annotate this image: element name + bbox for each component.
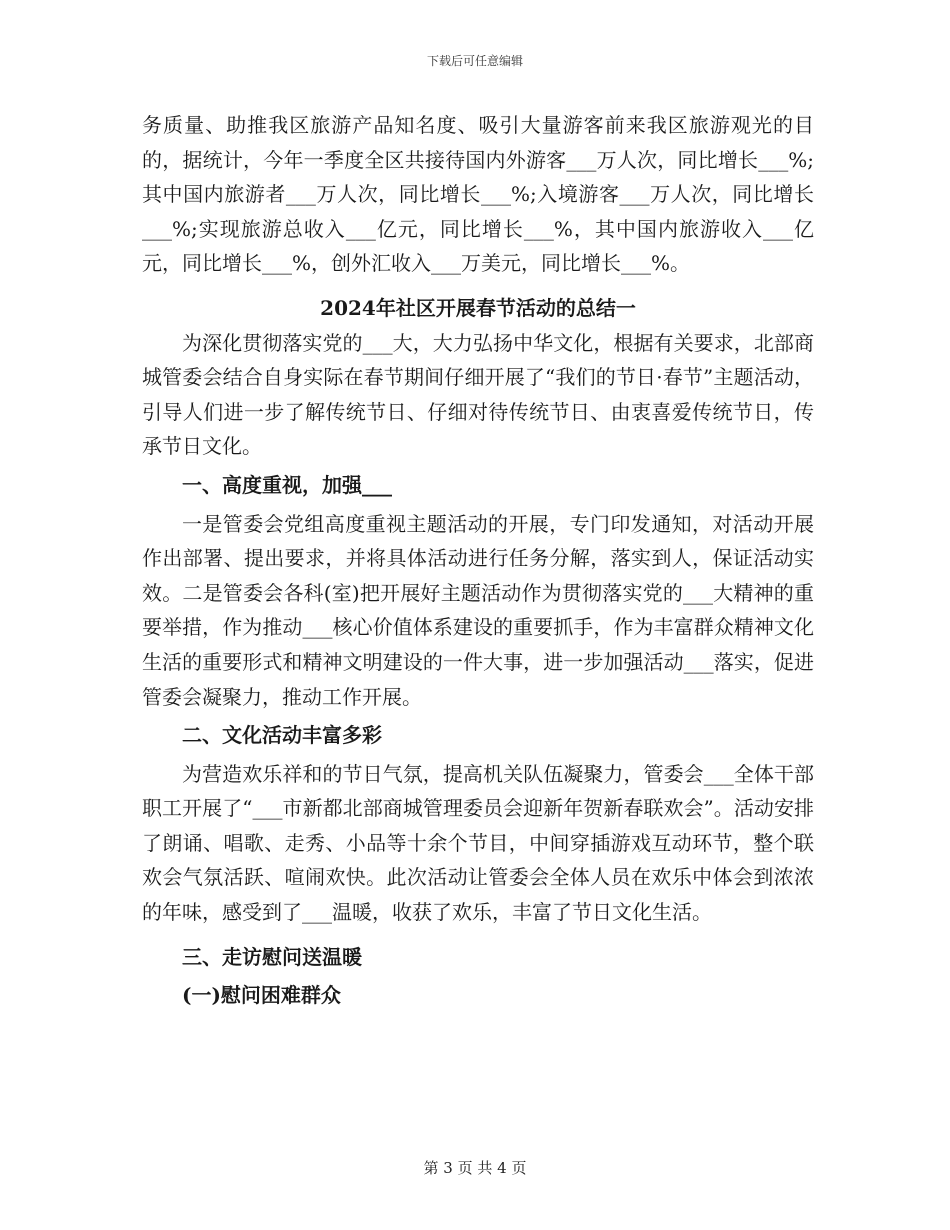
intro-paragraph: 务质量、助推我区旅游产品知名度、吸引大量游客前来我区旅游观光的目的，据统计，今年一季度全区共接待国内外游客___万人次，同比增长___%;其中国内旅游者___万人次，同比增长___%;入境游客___万人次，同比增长___%;实现旅游总收入___亿元，同比增长___%，其中国内旅游收入___亿元，同比增长___%，创外汇收入___万美元，同比增长___%。: [142, 113, 814, 276]
document-body: [142, 108, 814, 1017]
section-heading-1: 一、高度重视，加强___: [182, 472, 392, 497]
paragraph-1: 为深化贯彻落实党的___大，大力弘扬中华文化，根据有关要求，北部商城管委会结合自身实际在春节期间仔细开展了“我们的节日·春节”主题活动，引导人们进一步了解传统节日、仔细对待传统节日、由衷喜爱传统节日，传承节日文化。: [142, 330, 814, 459]
paragraph-3: 为营造欢乐祥和的节日气氛，提高机关队伍凝聚力，管委会___全体干部职工开展了“___市新都北部商城管理委员会迎新年贺新春联欢会”。活动安排了朗诵、唱歌、走秀、小品等十余个节目，中间穿插游戏互动环节，整个联欢会气氛活跃、喧闹欢快。此次活动让管委会全体人员在欢乐中体会到浓浓的年味，感受到了___温暖，收获了欢乐，丰富了节日文化生活。: [142, 761, 814, 925]
page-footer-indicator: 第 3 页 共 4 页: [423, 1159, 527, 1177]
section-heading-3: 三、走访慰问送温暖: [182, 944, 362, 969]
document-title: 2024年社区开展春节活动的总结一: [320, 295, 636, 320]
section-heading-2: 二、文化活动丰富多彩: [182, 723, 382, 748]
paragraph-2: 一是管委会党组高度重视主题活动的开展，专门印发通知，对活动开展作出部署、提出要求，并将具体活动进行任务分解，落实到人，保证活动实效。二是管委会各科(室)把开展好主题活动作为贯彻落实党的___大精神的重要举措，作为推动___核心价值体系建设的重要抓手，作为丰富群众精神文化生活的重要形式和精神文明建设的一件大事，进一步加强活动___落实，促进管委会凝聚力，推动工作开展。: [142, 511, 814, 709]
page-header-note: 下载后可任意编辑: [426, 54, 523, 68]
subsection-heading-3-1: (一)慰问困难群众: [182, 983, 341, 1008]
